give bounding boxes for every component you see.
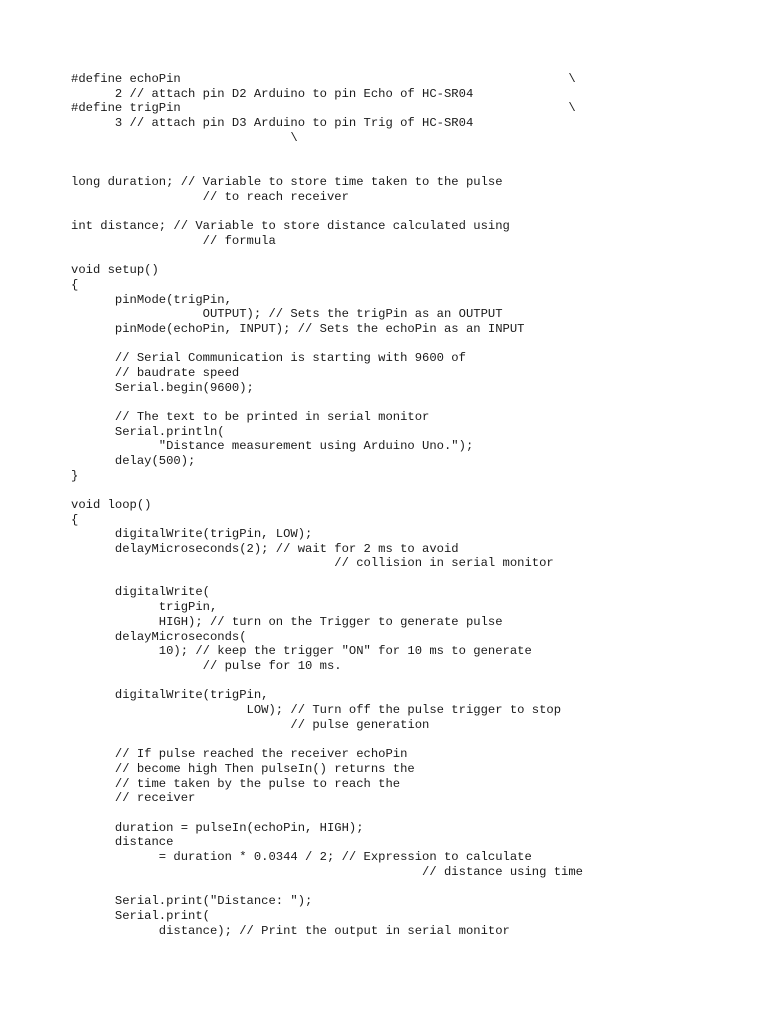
code-line: void loop() — [71, 498, 152, 512]
code-line: digitalWrite(trigPin, — [71, 688, 269, 702]
code-line: Serial.print( — [71, 909, 210, 923]
code-line: distance — [71, 835, 174, 849]
code-line: pinMode(echoPin, INPUT); // Sets the echoPin as an INPUT — [71, 322, 525, 336]
code-line: #define echoPin \ — [71, 72, 576, 86]
code-line: // baudrate speed — [71, 366, 240, 380]
code-line: LOW); // Turn off the pulse trigger to stop — [71, 703, 562, 717]
code-line: // pulse for 10 ms. — [71, 659, 342, 673]
code-line: int distance; // Variable to store distance calculated using — [71, 219, 510, 233]
code-line: distance); // Print the output in serial monitor — [71, 924, 510, 938]
code-line: 10); // keep the trigger "ON" for 10 ms to generate — [71, 644, 532, 658]
code-line: 2 // attach pin D2 Arduino to pin Echo of HC-SR04 — [71, 87, 474, 101]
code-line: \ — [71, 131, 298, 145]
code-line: duration = pulseIn(echoPin, HIGH); — [71, 821, 364, 835]
code-line: // receiver — [71, 791, 196, 805]
code-line: delay(500); — [71, 454, 196, 468]
code-line: void setup() — [71, 263, 159, 277]
code-line: { — [71, 513, 79, 527]
code-line: long duration; // Variable to store time taken to the pulse — [71, 175, 503, 189]
code-line: pinMode(trigPin, — [71, 293, 232, 307]
code-line: delayMicroseconds( — [71, 630, 247, 644]
code-line: HIGH); // turn on the Trigger to generate pulse — [71, 615, 503, 629]
code-line: Serial.println( — [71, 425, 225, 439]
code-line: // collision in serial monitor — [71, 556, 554, 570]
code-line: trigPin, — [71, 600, 218, 614]
code-line: // to reach receiver — [71, 190, 349, 204]
code-line: // time taken by the pulse to reach the — [71, 777, 401, 791]
code-line: 3 // attach pin D3 Arduino to pin Trig of HC-SR04 — [71, 116, 474, 130]
code-line: // formula — [71, 234, 276, 248]
code-line: "Distance measurement using Arduino Uno."); — [71, 439, 474, 453]
code-line: // distance using time — [71, 865, 583, 879]
code-line: digitalWrite( — [71, 585, 210, 599]
code-line: // If pulse reached the receiver echoPin — [71, 747, 408, 761]
code-line: #define trigPin \ — [71, 101, 576, 115]
code-line: delayMicroseconds(2); // wait for 2 ms to avoid — [71, 542, 459, 556]
code-line: Serial.print("Distance: "); — [71, 894, 313, 908]
code-line: // The text to be printed in serial monitor — [71, 410, 430, 424]
code-line: digitalWrite(trigPin, LOW); — [71, 527, 313, 541]
code-line: // Serial Communication is starting with 9600 of — [71, 351, 466, 365]
code-line: // pulse generation — [71, 718, 430, 732]
code-line: // become high Then pulseIn() returns the — [71, 762, 415, 776]
code-line: OUTPUT); // Sets the trigPin as an OUTPUT — [71, 307, 503, 321]
code-line: } — [71, 469, 79, 483]
code-line: { — [71, 278, 79, 292]
code-line: Serial.begin(9600); — [71, 381, 254, 395]
code-line: = duration * 0.0344 / 2; // Expression to calculate — [71, 850, 532, 864]
